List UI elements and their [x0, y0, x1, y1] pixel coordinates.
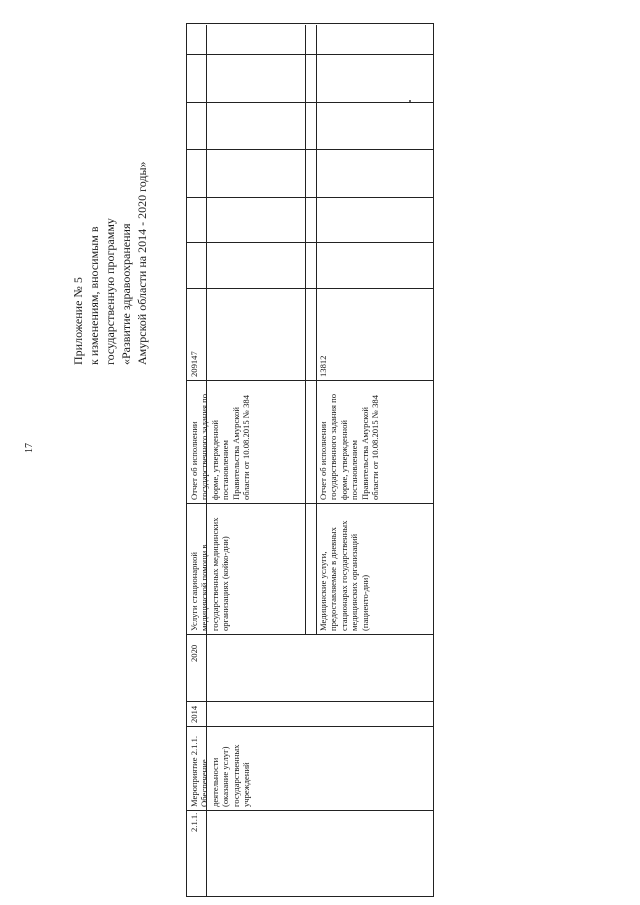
- indicator-value: 13812: [318, 355, 328, 377]
- report-source: Отчет об исполнении государственного задания по форме, утвержденной постановлением Правительства Амурской области от 10.08.2015 № 384: [318, 394, 381, 500]
- report-source: Отчет об исполнении государственного задания по форме, утвержденной постановлением Правительства Амурской области от 10.08.2015 № 384: [189, 394, 252, 500]
- year-start: 2014: [189, 705, 199, 723]
- annex-line: Амурской области на 2014 - 2020 годы»: [135, 161, 149, 365]
- indicator-value: 209147: [189, 351, 199, 377]
- annex-line: «Развитие здравоохранения: [119, 223, 133, 365]
- year-end: 2020: [189, 644, 199, 662]
- annex-line: государственную программу: [103, 218, 117, 365]
- scan-speck: [409, 100, 411, 102]
- event-name: Мероприятие 2.1.1. Обеспечение деятельности (оказание услуг) государственных учреждений: [189, 735, 252, 807]
- page-number: 17: [24, 443, 35, 453]
- service-name: Услуги стационарной медицинской помощи в государственных медицинских организациях (койко-дни): [189, 517, 231, 631]
- annex-title: Приложение № 5: [71, 277, 85, 365]
- annex-line: к изменениям, вносимым в: [87, 226, 101, 365]
- row-number: 2.1.1.: [189, 812, 199, 832]
- service-name: Медицинские услуги, предоставляемые в дневных стационарах государственных медицинских организаций (пациенто-дни): [318, 520, 370, 631]
